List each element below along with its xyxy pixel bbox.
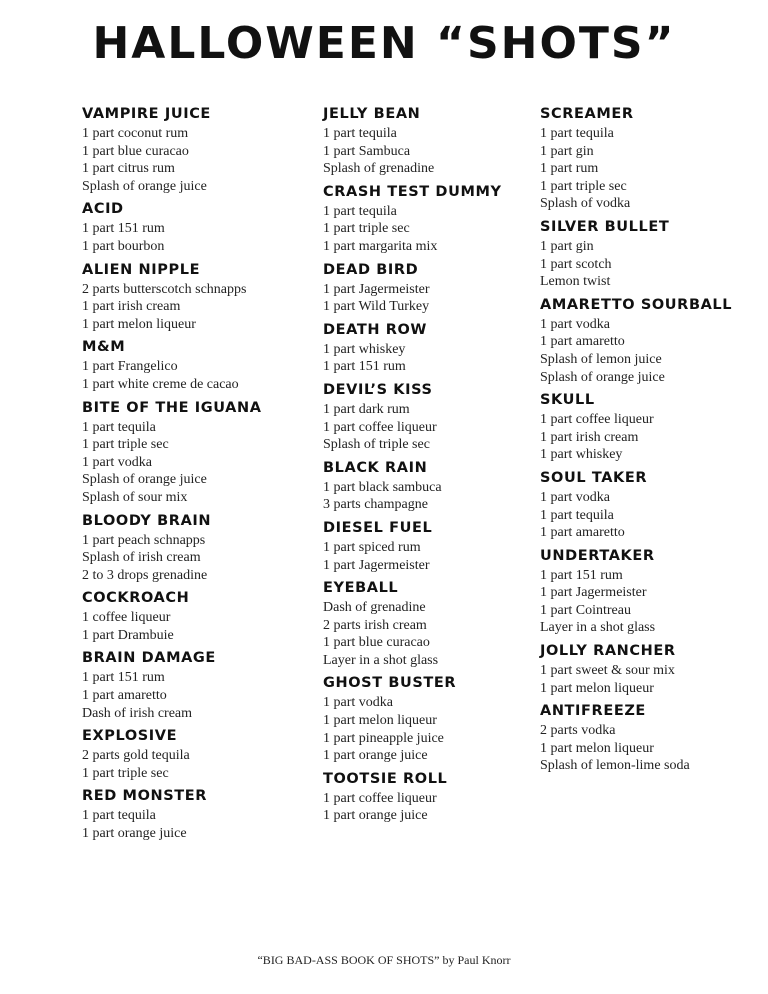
- recipe-name: SCREAMER: [540, 106, 634, 122]
- ingredient-line: 1 part whiskey: [323, 341, 406, 357]
- recipe-block: [540, 641, 760, 697]
- ingredient-line: 1 part coconut rum: [82, 126, 189, 141]
- recipe-name: M&M: [82, 339, 126, 356]
- ingredient-line: 1 part spiced rum: [323, 539, 421, 555]
- ingredient-line: 1 part rum: [540, 161, 599, 177]
- ingredient-line: 1 part scotch: [540, 256, 612, 272]
- recipe-block: [540, 390, 760, 464]
- ingredient-line: 1 part Frangelico: [82, 359, 178, 375]
- ingredient-line: 1 part sweet & sour mix: [540, 663, 675, 679]
- recipe-name: EYEBALL: [323, 580, 399, 597]
- recipe-name: DIESEL FUEL: [323, 519, 433, 536]
- ingredient-line: 1 part Cointreau: [540, 602, 631, 618]
- recipe-name: BRAIN DAMAGE: [82, 650, 216, 667]
- recipe-name: AMARETTO SOURBALL: [540, 296, 733, 313]
- ingredient-line: 2 to 3 drops grenadine: [82, 567, 208, 583]
- recipe-column-2: [323, 104, 533, 829]
- recipe-block: [82, 786, 312, 842]
- recipe-block: [82, 588, 312, 644]
- recipe-block: [323, 578, 533, 669]
- ingredient-line: 1 part amaretto: [82, 688, 167, 704]
- ingredient-line: 1 part blue curacao: [82, 143, 189, 159]
- ingredient-line: 1 coffee liqueur: [82, 610, 171, 626]
- ingredient-line: 1 part pineapple juice: [323, 730, 444, 746]
- ingredient-line: 1 part whiskey: [540, 447, 623, 463]
- ingredient-line: 1 part vodka: [540, 489, 610, 505]
- ingredient-line: 1 part gin: [540, 143, 594, 159]
- recipe-name: VAMPIRE JUICE: [82, 106, 211, 122]
- ingredient-line: 1 part tequila: [82, 419, 156, 435]
- ingredient-line: 3 parts champagne: [323, 497, 428, 513]
- ingredient-line: Dash of irish cream: [82, 705, 193, 721]
- recipe-column-1: [82, 104, 312, 847]
- recipe-name: DEATH ROW: [323, 321, 427, 338]
- ingredient-line: 1 part triple sec: [540, 178, 627, 194]
- ingredient-line: Dash of grenadine: [323, 600, 426, 616]
- recipe-name: BLOODY BRAIN: [82, 512, 212, 529]
- ingredient-line: Splash of orange juice: [82, 178, 207, 194]
- recipe-block: [540, 295, 760, 386]
- ingredient-line: 1 part melon liqueur: [82, 316, 196, 332]
- ingredient-line: 1 part black sambuca: [323, 479, 442, 495]
- recipe-name: GHOST BUSTER: [323, 675, 457, 692]
- ingredient-line: Splash of irish cream: [82, 550, 201, 566]
- ingredient-line: 1 part tequila: [323, 203, 397, 219]
- ingredient-line: 1 part tequila: [540, 507, 614, 523]
- ingredient-line: 1 part orange juice: [323, 808, 428, 824]
- recipe-block: [540, 468, 760, 542]
- ingredient-line: 1 part melon liqueur: [540, 680, 654, 696]
- ingredient-line: Splash of lemon-lime soda: [540, 758, 690, 774]
- ingredient-line: 1 part Jagermeister: [323, 557, 430, 573]
- recipe-block: [82, 260, 312, 334]
- ingredient-line: 1 part amaretto: [540, 334, 625, 350]
- page-title: HALLOWEEN “SHOTS”: [92, 18, 676, 69]
- ingredient-line: 1 part blue curacao: [323, 635, 430, 651]
- recipe-block: [82, 337, 312, 393]
- recipe-name: DEAD BIRD: [323, 261, 419, 278]
- ingredient-line: 2 parts butterscotch schnapps: [82, 281, 247, 297]
- ingredient-line: 1 part 151 rum: [82, 221, 165, 237]
- recipe-name: ANTIFREEZE: [540, 703, 646, 720]
- ingredient-line: 1 part Sambuca: [323, 143, 411, 159]
- recipe-block: [323, 518, 533, 574]
- ingredient-line: 1 part melon liqueur: [540, 740, 654, 756]
- recipe-column-3: [540, 104, 760, 779]
- ingredient-line: 1 part vodka: [82, 454, 152, 470]
- recipe-block: [540, 217, 760, 291]
- ingredient-line: Layer in a shot glass: [540, 620, 656, 636]
- recipe-block: [540, 701, 760, 775]
- recipe-block: [82, 398, 312, 507]
- recipe-name: BLACK RAIN: [323, 459, 428, 476]
- ingredient-line: 1 part tequila: [540, 126, 614, 141]
- recipe-name: ALIEN NIPPLE: [82, 261, 201, 278]
- ingredient-line: Splash of lemon juice: [540, 351, 662, 367]
- ingredient-line: 1 part irish cream: [540, 429, 639, 445]
- recipe-block: [323, 260, 533, 316]
- ingredient-line: 1 part irish cream: [82, 299, 181, 315]
- recipe-name: ACID: [82, 201, 124, 218]
- ingredient-line: Splash of vodka: [540, 196, 631, 212]
- recipe-block: [82, 511, 312, 585]
- ingredient-line: 1 part triple sec: [82, 765, 169, 781]
- ingredient-line: 1 part orange juice: [82, 826, 187, 842]
- recipe-name: BITE OF THE IGUANA: [82, 399, 262, 416]
- ingredient-line: 1 part 151 rum: [540, 567, 623, 583]
- ingredient-line: Layer in a shot glass: [323, 652, 439, 668]
- recipe-name: JELLY BEAN: [323, 106, 421, 122]
- ingredient-line: 1 part dark rum: [323, 401, 410, 417]
- ingredient-line: 2 parts gold tequila: [82, 748, 190, 764]
- recipe-name: JOLLY RANCHER: [540, 643, 676, 660]
- ingredient-line: 1 part Jagermeister: [323, 281, 430, 297]
- recipe-name: SOUL TAKER: [540, 469, 648, 486]
- ingredient-line: 1 part vodka: [540, 316, 610, 332]
- recipe-name: RED MONSTER: [82, 788, 208, 805]
- ingredient-line: 1 part triple sec: [82, 437, 169, 453]
- recipe-name: EXPLOSIVE: [82, 728, 178, 745]
- ingredient-line: 1 part citrus rum: [82, 161, 175, 177]
- recipe-block: [540, 546, 760, 637]
- recipe-name: SKULL: [540, 392, 595, 409]
- recipe-block: [323, 104, 533, 178]
- ingredient-line: 1 part white creme de cacao: [82, 376, 239, 392]
- ingredient-line: 1 part tequila: [323, 126, 397, 141]
- ingredient-line: 1 part amaretto: [540, 525, 625, 541]
- ingredient-line: 1 part Jagermeister: [540, 585, 647, 601]
- recipe-block: [323, 182, 533, 256]
- ingredient-line: 1 part 151 rum: [323, 359, 406, 375]
- ingredient-line: 2 parts irish cream: [323, 617, 427, 633]
- ingredient-line: 2 parts vodka: [540, 723, 616, 739]
- recipe-block: [323, 673, 533, 764]
- ingredient-line: 1 part Wild Turkey: [323, 299, 430, 315]
- ingredient-line: 1 part Drambuie: [82, 627, 174, 643]
- recipe-name: COCKROACH: [82, 590, 190, 607]
- recipe-block: [323, 320, 533, 376]
- ingredient-line: 1 part melon liqueur: [323, 713, 437, 729]
- recipe-block: [540, 104, 760, 213]
- recipe-block: [323, 458, 533, 514]
- ingredient-line: Splash of triple sec: [323, 437, 430, 453]
- ingredient-line: 1 part coffee liqueur: [323, 419, 437, 435]
- ingredient-line: 1 part bourbon: [82, 238, 165, 254]
- ingredient-line: 1 part tequila: [82, 808, 156, 824]
- recipe-name: DEVIL’S KISS: [323, 381, 433, 398]
- ingredient-line: Splash of grenadine: [323, 161, 435, 177]
- recipe-block: [82, 104, 312, 195]
- recipe-name: UNDERTAKER: [540, 547, 655, 564]
- ingredient-line: Splash of sour mix: [82, 489, 188, 505]
- recipe-name: CRASH TEST DUMMY: [323, 183, 502, 200]
- recipe-name: TOOTSIE ROLL: [323, 770, 448, 787]
- ingredient-line: 1 part 151 rum: [82, 670, 165, 686]
- ingredient-line: Splash of orange juice: [540, 369, 665, 385]
- ingredient-line: 1 part coffee liqueur: [323, 790, 437, 806]
- ingredient-line: Splash of orange juice: [82, 472, 207, 488]
- ingredient-line: 1 part orange juice: [323, 748, 428, 764]
- ingredient-line: 1 part coffee liqueur: [540, 412, 654, 428]
- ingredient-line: 1 part margarita mix: [323, 238, 438, 254]
- recipe-block: [323, 769, 533, 825]
- page-footer: “BIG BAD-ASS BOOK OF SHOTS” by Paul Knorr: [257, 953, 511, 967]
- recipe-block: [82, 199, 312, 255]
- ingredient-line: 1 part triple sec: [323, 221, 410, 237]
- recipe-block: [82, 648, 312, 722]
- ingredient-line: Lemon twist: [540, 274, 611, 290]
- recipe-name: SILVER BULLET: [540, 218, 670, 235]
- recipe-block: [82, 726, 312, 782]
- ingredient-line: 1 part peach schnapps: [82, 532, 206, 548]
- ingredient-line: 1 part gin: [540, 238, 594, 254]
- ingredient-line: 1 part vodka: [323, 695, 393, 711]
- recipe-block: [323, 380, 533, 454]
